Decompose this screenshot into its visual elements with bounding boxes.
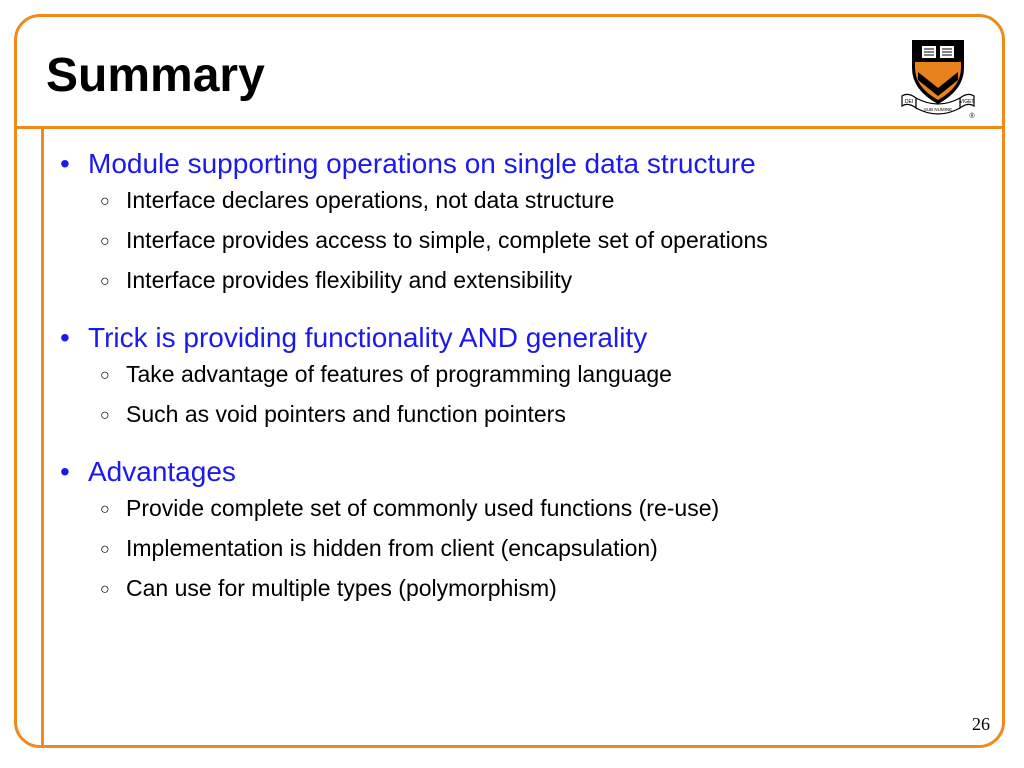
sub-bullet-circle-icon: ○	[100, 407, 110, 424]
sub-bullet-text: Interface provides access to simple, complete set of operations	[126, 227, 768, 253]
sub-bullet-circle-icon: ○	[100, 501, 110, 518]
sub-bullet-item	[100, 490, 960, 530]
sub-bullet-circle-icon: ○	[100, 367, 110, 384]
sub-bullet-item	[100, 396, 960, 436]
bullet-item	[60, 454, 960, 490]
sub-bullet-text: Can use for multiple types (polymorphism)	[126, 575, 557, 601]
svg-text:DEI: DEI	[904, 99, 914, 105]
bullet-item	[60, 320, 960, 356]
bullet-dot-icon: •	[60, 322, 70, 353]
sub-bullet-item	[100, 262, 960, 302]
sub-bullet-item	[100, 182, 960, 222]
bullet-item	[60, 146, 960, 182]
svg-text:SUB NUMINE: SUB NUMINE	[923, 107, 953, 112]
sub-bullet-circle-icon: ○	[100, 233, 110, 250]
princeton-shield-logo	[898, 34, 978, 120]
sub-bullet-text: Interface declares operations, not data structure	[126, 187, 615, 213]
sub-bullet-text: Take advantage of features of programming language	[126, 361, 672, 387]
sub-bullet-circle-icon: ○	[100, 541, 110, 558]
sub-bullet-circle-icon: ○	[100, 273, 110, 290]
title-divider	[14, 126, 1005, 129]
sub-bullet-item	[100, 222, 960, 262]
sub-bullet-text: Implementation is hidden from client (encapsulation)	[126, 535, 658, 561]
bullet-text: Advantages	[88, 456, 236, 487]
bullet-section	[60, 320, 960, 436]
sub-bullet-circle-icon: ○	[100, 581, 110, 598]
sub-bullet-item	[100, 356, 960, 396]
svg-text:VIGET: VIGET	[959, 99, 975, 105]
bullet-text: Module supporting operations on single data structure	[88, 148, 756, 179]
page-number: 26	[972, 714, 990, 734]
sub-bullet-item	[100, 530, 960, 570]
svg-text:®: ®	[969, 113, 975, 120]
slide-content	[60, 146, 960, 628]
bullet-dot-icon: •	[60, 148, 70, 179]
sub-bullet-item	[100, 570, 960, 610]
bullet-section	[60, 146, 960, 302]
sub-bullet-text: Such as void pointers and function pointers	[126, 401, 566, 427]
bullet-text: Trick is providing functionality AND generality	[88, 322, 648, 353]
left-margin-rule	[41, 126, 44, 748]
sub-bullet-text: Provide complete set of commonly used functions (re-use)	[126, 495, 720, 521]
bullet-dot-icon: •	[60, 456, 70, 487]
sub-bullet-circle-icon: ○	[100, 193, 110, 210]
bullet-section	[60, 454, 960, 610]
slide-title: Summary	[46, 49, 265, 102]
sub-bullet-text: Interface provides flexibility and extensibility	[126, 267, 573, 293]
